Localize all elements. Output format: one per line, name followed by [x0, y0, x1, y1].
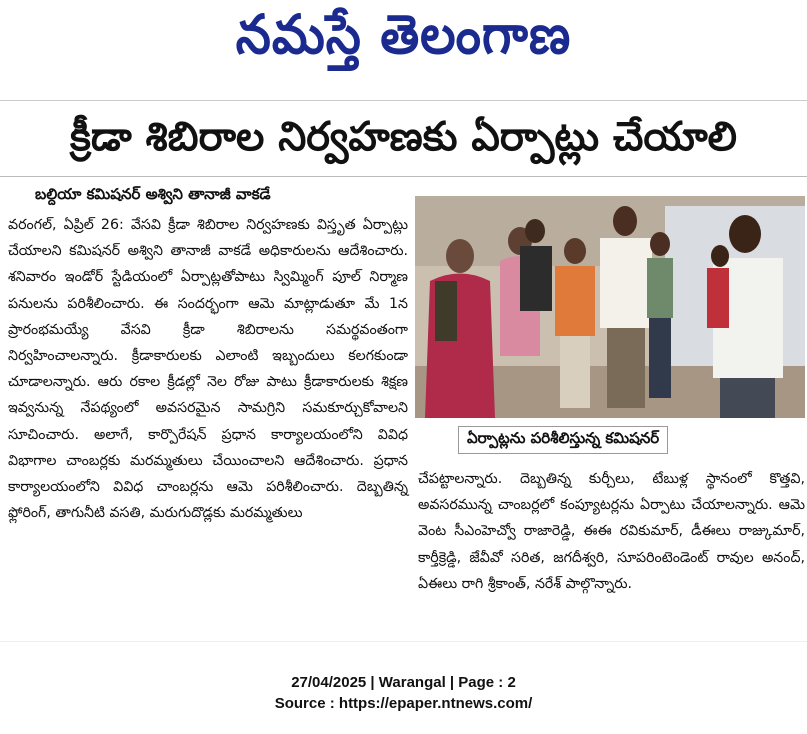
article-byline: బల్దియా కమిషనర్ అశ్విని తానాజీ వాకడే — [35, 185, 271, 203]
edition-info: 27/04/2025 | Warangal | Page : 2 — [291, 674, 516, 691]
divider — [0, 176, 807, 177]
page-footer — [0, 672, 807, 714]
divider — [0, 641, 807, 652]
photo-caption: ఏర్పాట్లను పరిశీలిస్తున్న కమిషనర్ — [458, 426, 668, 454]
article-column-right — [418, 466, 805, 597]
article-column-left — [8, 212, 408, 526]
article-body-left: వరంగల్, ఏప్రిల్ 26: వేసవి క్రీడా శిబిరాల నిర్వహణకు విస్తృత ఏర్పాట్లు చేయాలని కమిషనర్ అశ్విని తానాజీ వాకడే అధికారులను ఆదేశించారు. శనివారం ఇండోర్ స్టేడియంలో ఏర్పాట్లతోపాటు స్విమ్మింగ్ పూల్ నిర్మాణ పనులను పరిశీలించారు. ఈ సందర్భంగా ఆమె మాట్లాడుతూ మే 1న ప్రారంభమయ్యే వేసవి క్రీడా శిబిరాలను సమర్థవంతంగా నిర్వహించాలన్నారు. క్రీడాకారులకు ఎలాంటి ఇబ్బందులు కలగకుండా చూడాలన్నారు. ఆరు రకాల క్రీడల్లో నెల రోజు పాటు క్రీడాకారులకు శిక్షణ ఇవ్వనున్న నేపథ్యంలో అవసరమైన సామగ్రిని సమకూర్చుకోవాలని సూచించారు. అలాగే, కార్పొరేషన్ ప్రధాన కార్యాలయంలోని వివిధ విభాగాల చాంబర్లకు మరమ్మతులు చేయించాలని ఆదేశించారు. ప్రధాన కార్యాలయంలోని వివిధ చాంబర్లను ఆమె పరిశీలించారు. దెబ్బతిన్న ఫ్లోరింగ్, తాగునీటి వసతి, మరుగుదొడ్లకు మరమ్మతులు — [8, 217, 408, 522]
divider — [0, 100, 807, 109]
masthead — [0, 0, 807, 80]
news-photo — [415, 196, 805, 418]
article-body-right: చేపట్టాలన్నారు. దెబ్బతిన్న కుర్చీలు, టేబుళ్ల స్థానంలో కొత్తవి, అవసరమున్న చాంబర్లలో కంప్యూటర్లను ఏర్పాటు చేయాలన్నారు. ఆమె వెంట సీఎంహెచ్వో రాజారెడ్డి, ఈఈ రవికుమార్, డీఈలు రాజ్కుమార్, కార్తీక్రెడ్డి, జేవీవో సరిత, జగదీశ్వరి, సూపరింటెండెంట్ రావుల అనంద్, ఏఈలు రాగి శ్రీకాంత్, నరేశ్ పాల్గొన్నారు. — [418, 471, 805, 592]
source-link[interactable]: Source : https://epaper.ntnews.com/ — [274, 695, 533, 712]
article-headline: క్రీడా శిబిరాల నిర్వహణకు ఏర్పాట్లు చేయాలి — [70, 114, 737, 160]
newspaper-logo: నమస్తే తెలంగాణ — [235, 3, 572, 66]
